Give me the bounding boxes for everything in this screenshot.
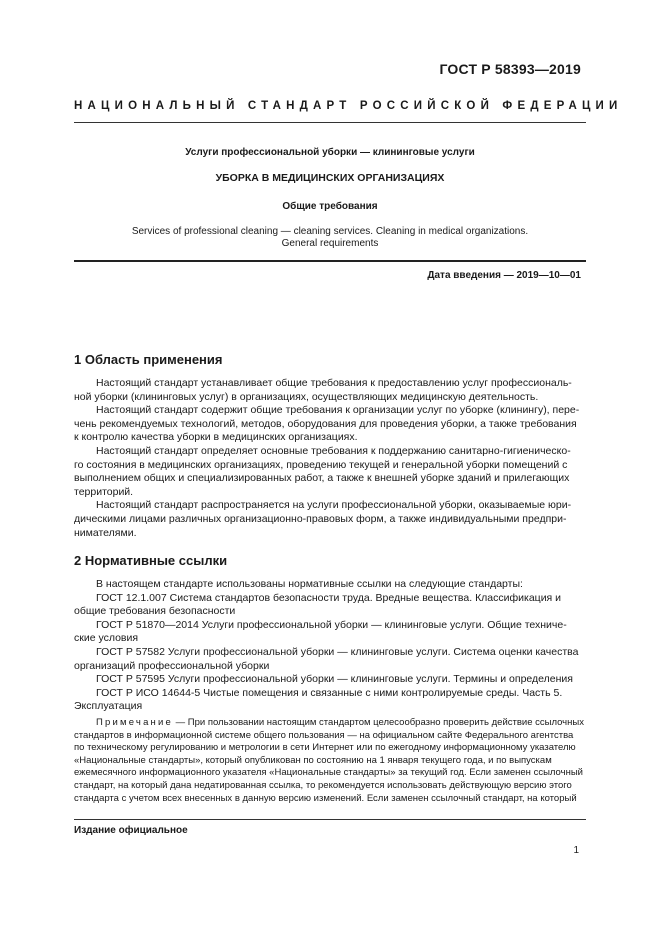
text-line: общие требования безопасности bbox=[74, 605, 236, 618]
introduction-date: Дата введения — 2019—10—01 bbox=[427, 270, 581, 281]
document-title: УБОРКА В МЕДИЦИНСКИХ ОРГАНИЗАЦИЯХ bbox=[215, 172, 445, 184]
text-line: го состояния в медицинских организациях, проведению текущей и генеральной уборки помещений с bbox=[74, 458, 568, 471]
section-1-body bbox=[74, 377, 585, 540]
reference-item bbox=[74, 687, 585, 714]
text-line: «Национальные стандарты», который опубликован по состоянию на 1 января текущего года, и по выпускам bbox=[74, 754, 552, 766]
text-line: ГОСТ Р 51870—2014 Услуги профессиональной уборки — клининговые услуги. Общие техниче- bbox=[96, 618, 567, 631]
text-line: Настоящий стандарт распространяется на услуги профессиональной уборки, оказываемые юри- bbox=[96, 499, 572, 512]
text-line: по техническому регулированию и метрологии в сети Интернет или по ежегодному информационному указателю bbox=[74, 742, 576, 754]
text-line: ежемесячного информационного указателя «Национальные стандарты» за текущий год. Если заменен ссылочный bbox=[74, 767, 583, 779]
text-line: Настоящий стандарт содержит общие требования к организации услуг по уборке (клинингу), пере- bbox=[96, 404, 580, 417]
document-code: ГОСТ Р 58393—2019 bbox=[439, 61, 581, 77]
text-line: ГОСТ Р 57595 Услуги профессиональной уборки — клининговые услуги. Термины и определения bbox=[96, 673, 573, 686]
text-line: выполнением общих и специализированных работ, а также к внешней уборке зданий и прилегающих bbox=[74, 472, 570, 485]
text-line: Эксплуатация bbox=[74, 700, 143, 713]
document-subtitle: Услуги профессиональной уборки — клининговые услуги bbox=[185, 147, 475, 158]
text-line: организаций профессиональной уборки bbox=[74, 659, 270, 672]
paragraph bbox=[74, 377, 585, 404]
text-line: ГОСТ 12.1.007 Система стандартов безопасности труда. Вредные вещества. Классификация и bbox=[96, 591, 562, 604]
text-line: ной уборки (клининговых услуг) в организациях, осуществляющих медицинскую деятельность. bbox=[74, 390, 539, 403]
footer-rule bbox=[74, 819, 586, 820]
text-line: нимателями. bbox=[74, 526, 137, 539]
text-line: к контролю качества уборки в медицинских организациях. bbox=[74, 431, 358, 444]
text-line: Настоящий стандарт устанавливает общие требования к предоставлению услуг профессиональ- bbox=[96, 377, 572, 389]
text-line: стандарта с учетом всех внесенных в данную версию изменений. Если заменен ссылочный стандарт, на который bbox=[74, 792, 577, 804]
section-2-heading: 2 Нормативные ссылки bbox=[74, 553, 228, 568]
english-title-line1: Services of professional cleaning — cleaning services. Cleaning in medical organizations. bbox=[131, 226, 529, 237]
text-line: стандарт, на который дана недатированная ссылка, то рекомендуется использовать действующую версию этого bbox=[74, 779, 572, 791]
national-standard-banner: НАЦИОНАЛЬНЫЙ СТАНДАРТ РОССИЙСКОЙ ФЕДЕРАЦИИ bbox=[74, 100, 623, 112]
note-first-line bbox=[74, 717, 585, 730]
english-title-line2: General requirements bbox=[281, 238, 379, 249]
text-line: стандартов в информационной системе общего пользования — на официальном сайте Федерального агентства bbox=[74, 729, 574, 741]
section-2-body bbox=[74, 578, 585, 714]
reference-item bbox=[74, 619, 585, 646]
header-rule bbox=[74, 122, 586, 123]
reference-item bbox=[74, 592, 585, 619]
note-label: Примечание bbox=[96, 717, 173, 728]
text-line: ГОСТ Р 57582 Услуги профессиональной уборки — клининговые услуги. Система оценки качества bbox=[96, 645, 579, 658]
reference-item bbox=[74, 673, 585, 687]
text-line: ГОСТ Р ИСО 14644-5 Чистые помещения и связанные с ними контролируемые среды. Часть 5. bbox=[96, 686, 563, 699]
text-line: дическими лицами различных организационно-правовых форм, а также индивидуальными предпри- bbox=[74, 512, 567, 525]
title-rule bbox=[74, 260, 586, 262]
paragraph bbox=[74, 445, 585, 499]
page-number: 1 bbox=[573, 845, 579, 856]
reference-item bbox=[74, 646, 585, 673]
official-edition-label: Издание официальное bbox=[74, 825, 188, 836]
paragraph bbox=[74, 499, 585, 540]
note-block bbox=[74, 717, 585, 805]
text-line: чень рекомендуемых технологий, методов, оборудования для проведения уборки, а также требования bbox=[74, 417, 577, 430]
text-line: — При пользовании настоящим стандартом целесообразно проверить действие ссылочных bbox=[173, 717, 584, 728]
text-line: ские условия bbox=[74, 632, 139, 645]
text-line: Настоящий стандарт определяет основные требования к поддержанию санитарно-гигиеническо- bbox=[96, 444, 571, 457]
text-line: В настоящем стандарте использованы нормативные ссылки на следующие стандарты: bbox=[96, 578, 523, 590]
section-1-heading: 1 Область применения bbox=[74, 352, 223, 367]
text-line: территорий. bbox=[74, 485, 134, 498]
paragraph bbox=[74, 404, 585, 445]
section-title: Общие требования bbox=[282, 201, 378, 212]
